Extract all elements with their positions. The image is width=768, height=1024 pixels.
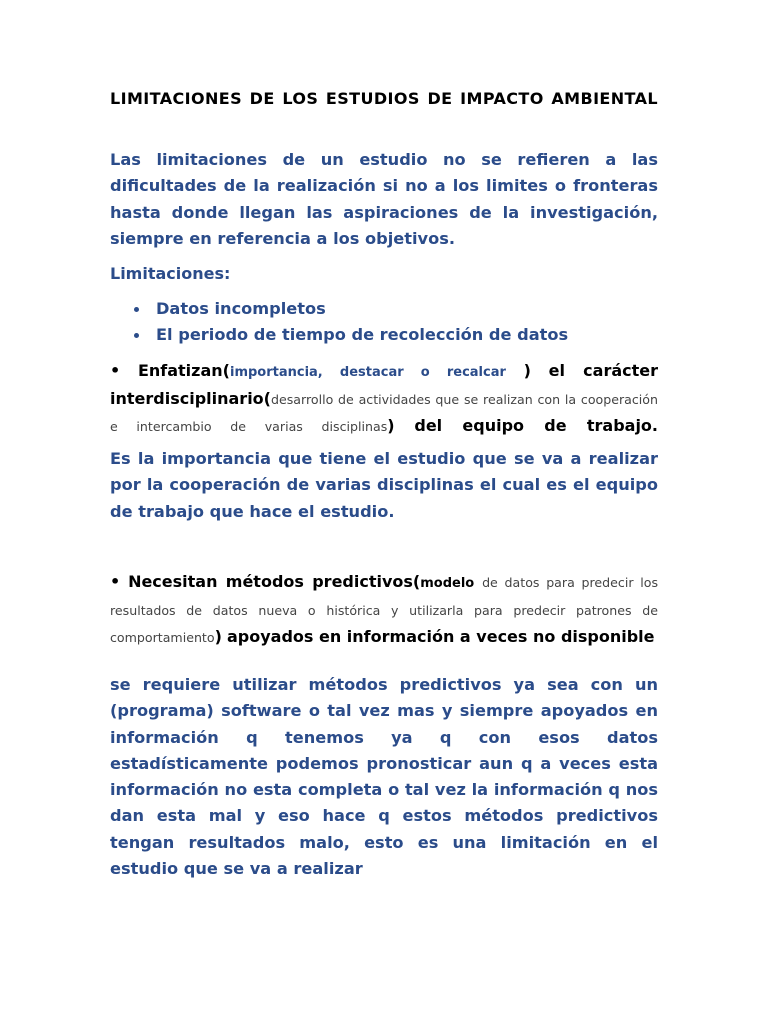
open-paren: (: [222, 361, 230, 380]
limitations-heading: Limitaciones:: [110, 264, 231, 283]
enfatizan-paragraph: [110, 358, 658, 440]
enfatizan-mid: el carácter interdisciplinario: [110, 361, 659, 408]
close-paren: ): [523, 361, 531, 380]
modelo-word: modelo: [420, 576, 475, 591]
necesitan-explanation: se requiere utilizar métodos predictivos ya sea con un (programa) software o tal vez mas y siempre apoyados en información q tenemos ya q con esos datos estadísticamente podemos pronosticar aun q a veces esta información no esta completa o tal vez la información q nos dan esta mal y eso hace q estos métodos predictivos tengan resultados malo, esto es una limitación en el estudio que se va a realizar: [110, 675, 658, 879]
interdisciplinario-note: desarrollo de actividades que se realizan con la cooperación e intercambio de varias disciplinas: [110, 392, 658, 434]
close-paren: ): [214, 627, 222, 646]
bullet-glyph: •: [110, 572, 121, 591]
necesitan-paragraph: [110, 569, 658, 651]
limitations-list: [110, 296, 658, 348]
necesitan-lead: Necesitan métodos predictivos: [128, 572, 413, 591]
open-paren: (: [412, 572, 421, 591]
enfatizan-tail: del equipo de trabajo.: [414, 416, 658, 435]
bullet-glyph: •: [110, 361, 121, 380]
document-title: LIMITACIONES DE LOS ESTUDIOS DE IMPACTO AMBIENTAL: [110, 89, 658, 108]
necesitan-tail: apoyados en información a veces no disponible: [226, 627, 655, 646]
enfatizan-note: importancia, destacar o recalcar: [229, 365, 506, 380]
open-paren: (: [263, 389, 271, 408]
intro-paragraph: Las limitaciones de un estudio no se refieren a las dificultades de la realización si no a los limites o fronteras hasta donde llegan las aspiraciones de la investigación, siempre en referencia a los objetivos.: [110, 150, 658, 248]
predictivos-note: de datos para predecir los resultados de datos nueva o histórica y utilizarla para predecir patrones de comportamiento: [110, 575, 659, 645]
list-item: Datos incompletos: [110, 296, 658, 322]
close-paren: ): [387, 416, 395, 435]
enfatizan-lead: Enfatizan: [137, 361, 223, 380]
list-item: El periodo de tiempo de recolección de datos: [110, 322, 658, 348]
enfatizan-explanation: Es la importancia que tiene el estudio que se va a realizar por la cooperación de varias disciplinas el cual es el equipo de trabajo que hace el estudio.: [110, 449, 658, 521]
